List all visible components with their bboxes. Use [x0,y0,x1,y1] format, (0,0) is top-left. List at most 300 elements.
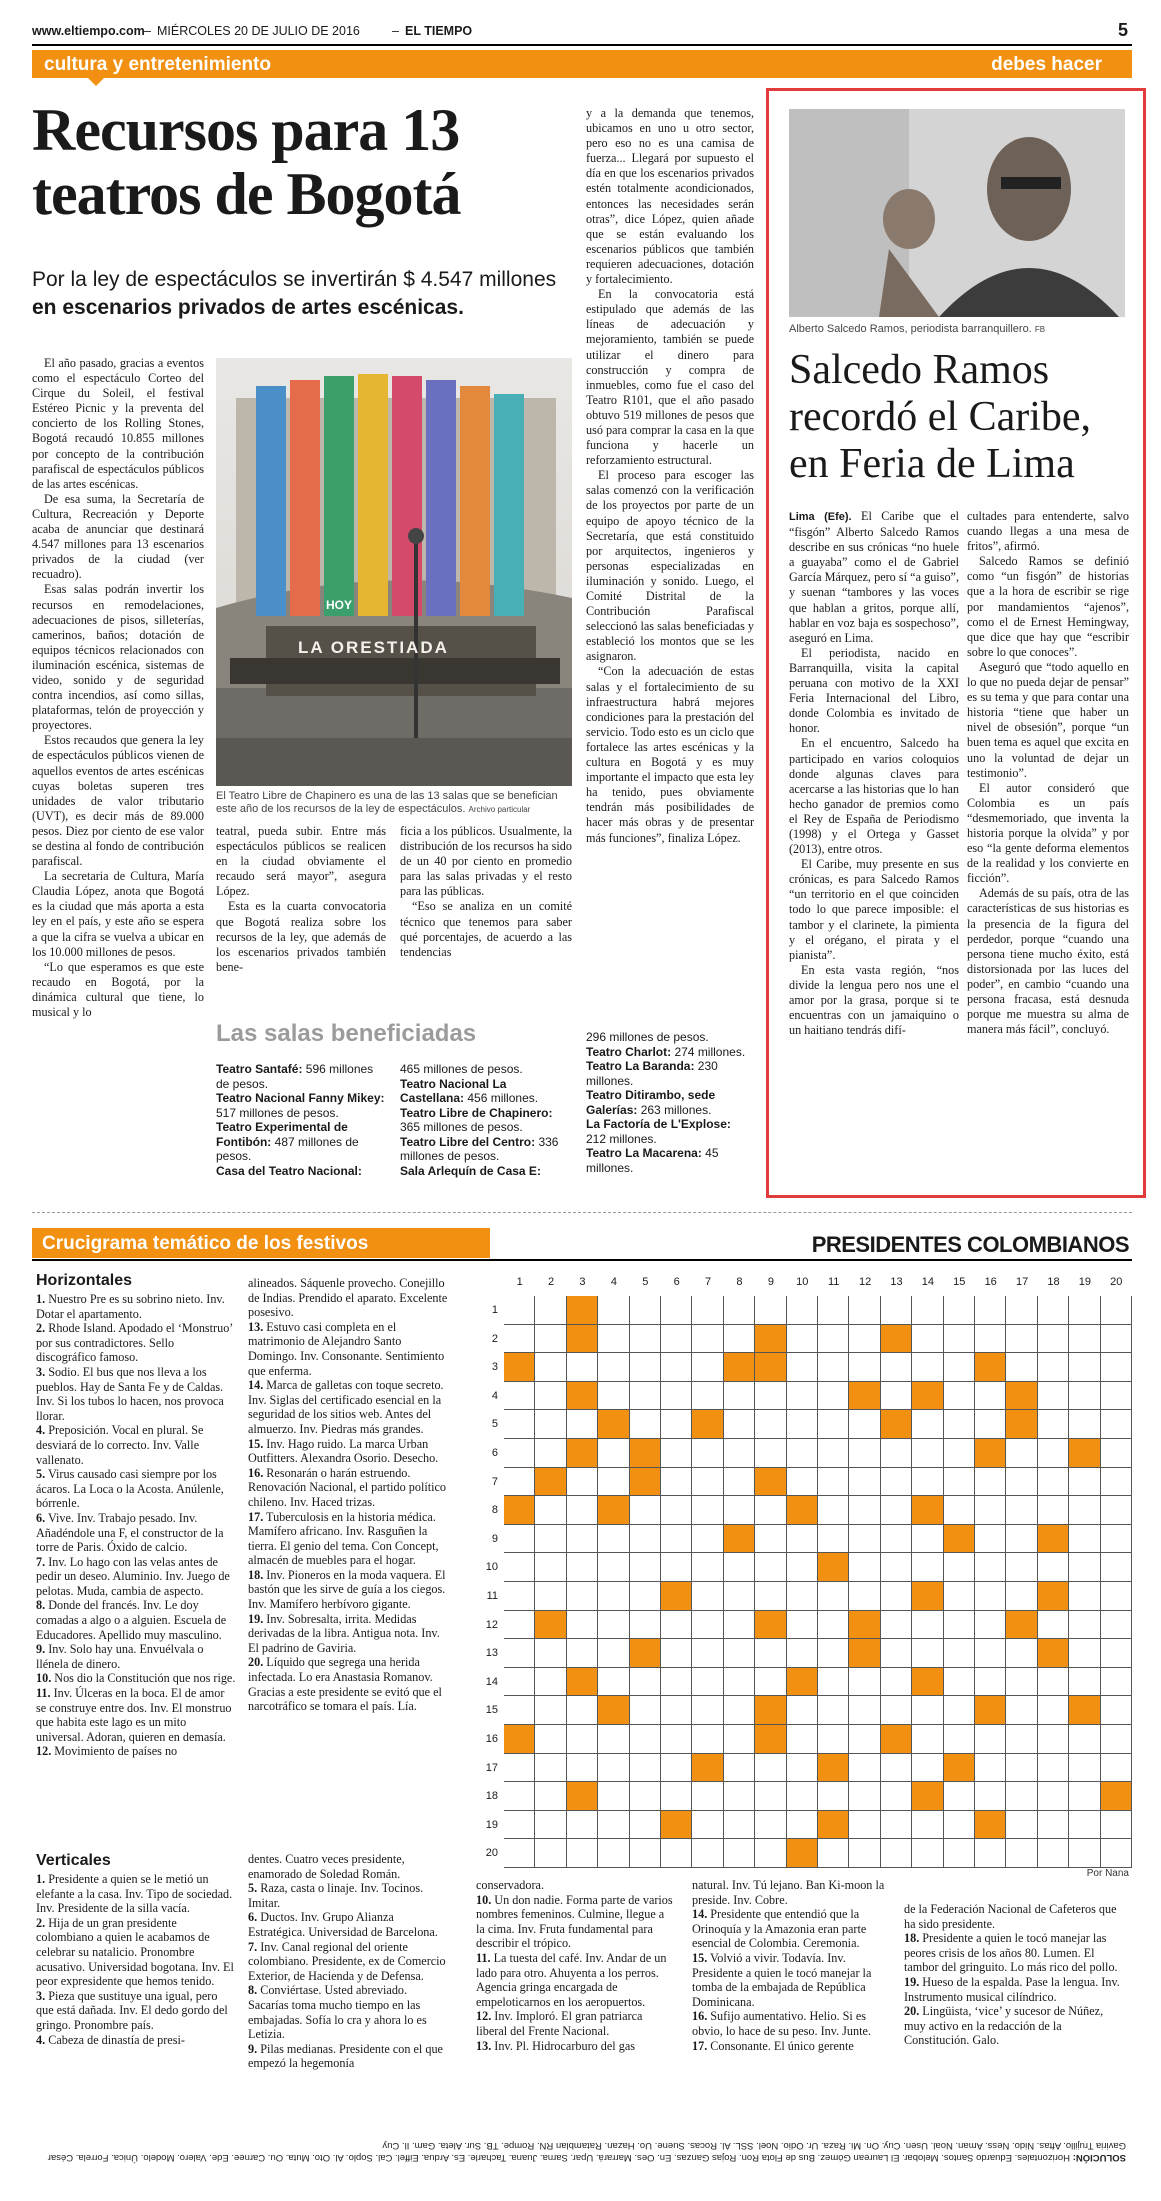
grid-cell[interactable] [975,1496,1006,1525]
grid-cell[interactable] [598,1839,629,1868]
grid-cell[interactable] [881,1525,912,1554]
grid-cell[interactable] [975,1382,1006,1411]
grid-cell[interactable] [724,1496,755,1525]
grid-cell[interactable] [787,1525,818,1554]
grid-cell[interactable] [1038,1839,1069,1868]
grid-cell[interactable] [1101,1611,1132,1640]
grid-cell[interactable] [1069,1668,1100,1697]
grid-cell[interactable] [787,1754,818,1783]
grid-cell[interactable] [1006,1839,1037,1868]
grid-cell[interactable] [692,1582,723,1611]
grid-cell[interactable] [630,1611,661,1640]
grid-cell[interactable] [1101,1353,1132,1382]
grid-cell[interactable] [535,1782,566,1811]
grid-cell[interactable] [661,1839,692,1868]
grid-cell[interactable] [661,1496,692,1525]
grid-cell[interactable] [724,1611,755,1640]
grid-cell[interactable] [724,1639,755,1668]
grid-cell[interactable] [1006,1468,1037,1497]
grid-cell[interactable] [881,1782,912,1811]
grid-cell[interactable] [630,1382,661,1411]
grid-cell[interactable] [692,1668,723,1697]
grid-cell[interactable] [724,1382,755,1411]
grid-cell[interactable] [535,1582,566,1611]
grid-cell[interactable] [787,1639,818,1668]
grid-cell[interactable] [881,1696,912,1725]
grid-cell[interactable] [849,1668,880,1697]
grid-cell[interactable] [598,1668,629,1697]
grid-cell[interactable] [535,1811,566,1840]
grid-cell[interactable] [818,1382,849,1411]
grid-cell[interactable] [1069,1782,1100,1811]
grid-cell[interactable] [787,1410,818,1439]
grid-cell[interactable] [755,1296,786,1325]
grid-cell[interactable] [567,1725,598,1754]
grid-cell[interactable] [1069,1639,1100,1668]
grid-cell[interactable] [504,1525,535,1554]
grid-cell[interactable] [724,1468,755,1497]
grid-cell[interactable] [787,1382,818,1411]
grid-cell[interactable] [787,1468,818,1497]
grid-cell[interactable] [787,1782,818,1811]
grid-cell[interactable] [661,1782,692,1811]
grid-cell[interactable] [630,1782,661,1811]
grid-cell[interactable] [567,1754,598,1783]
grid-cell[interactable] [1038,1410,1069,1439]
grid-cell[interactable] [661,1410,692,1439]
grid-cell[interactable] [944,1582,975,1611]
grid-cell[interactable] [598,1525,629,1554]
grid-cell[interactable] [661,1639,692,1668]
grid-cell[interactable] [504,1582,535,1611]
grid-cell[interactable] [1006,1639,1037,1668]
grid-cell[interactable] [504,1696,535,1725]
grid-cell[interactable] [504,1754,535,1783]
grid-cell[interactable] [881,1611,912,1640]
grid-cell[interactable] [630,1811,661,1840]
grid-cell[interactable] [881,1754,912,1783]
grid-cell[interactable] [849,1582,880,1611]
grid-cell[interactable] [944,1325,975,1354]
grid-cell[interactable] [724,1782,755,1811]
grid-cell[interactable] [1069,1553,1100,1582]
grid-cell[interactable] [849,1696,880,1725]
grid-cell[interactable] [724,1325,755,1354]
grid-cell[interactable] [881,1439,912,1468]
grid-cell[interactable] [630,1839,661,1868]
grid-cell[interactable] [504,1839,535,1868]
grid-cell[interactable] [724,1553,755,1582]
grid-cell[interactable] [535,1325,566,1354]
grid-cell[interactable] [912,1839,943,1868]
grid-cell[interactable] [630,1696,661,1725]
grid-cell[interactable] [1101,1410,1132,1439]
grid-cell[interactable] [1038,1811,1069,1840]
grid-cell[interactable] [692,1725,723,1754]
grid-cell[interactable] [818,1639,849,1668]
grid-cell[interactable] [535,1639,566,1668]
grid-cell[interactable] [1101,1296,1132,1325]
grid-cell[interactable] [1006,1525,1037,1554]
grid-cell[interactable] [598,1754,629,1783]
grid-cell[interactable] [849,1468,880,1497]
grid-cell[interactable] [944,1468,975,1497]
grid-cell[interactable] [944,1353,975,1382]
grid-cell[interactable] [567,1611,598,1640]
grid-cell[interactable] [692,1639,723,1668]
grid-cell[interactable] [661,1296,692,1325]
grid-cell[interactable] [692,1439,723,1468]
grid-cell[interactable] [630,1668,661,1697]
grid-cell[interactable] [1069,1754,1100,1783]
grid-cell[interactable] [818,1582,849,1611]
grid-cell[interactable] [944,1496,975,1525]
grid-cell[interactable] [1069,1811,1100,1840]
grid-cell[interactable] [755,1639,786,1668]
grid-cell[interactable] [912,1811,943,1840]
grid-cell[interactable] [724,1696,755,1725]
grid-cell[interactable] [912,1611,943,1640]
grid-cell[interactable] [1038,1325,1069,1354]
grid-cell[interactable] [504,1668,535,1697]
grid-cell[interactable] [535,1382,566,1411]
grid-cell[interactable] [1069,1496,1100,1525]
grid-cell[interactable] [630,1353,661,1382]
grid-cell[interactable] [944,1668,975,1697]
grid-cell[interactable] [1101,1811,1132,1840]
grid-cell[interactable] [912,1439,943,1468]
grid-cell[interactable] [1101,1382,1132,1411]
grid-cell[interactable] [1038,1696,1069,1725]
grid-cell[interactable] [1101,1439,1132,1468]
grid-cell[interactable] [630,1582,661,1611]
grid-cell[interactable] [661,1696,692,1725]
grid-cell[interactable] [692,1382,723,1411]
grid-cell[interactable] [755,1382,786,1411]
grid-cell[interactable] [849,1325,880,1354]
grid-cell[interactable] [944,1439,975,1468]
grid-cell[interactable] [630,1410,661,1439]
grid-cell[interactable] [535,1754,566,1783]
grid-cell[interactable] [630,1754,661,1783]
grid-cell[interactable] [1101,1639,1132,1668]
grid-cell[interactable] [598,1782,629,1811]
grid-cell[interactable] [818,1839,849,1868]
grid-cell[interactable] [692,1496,723,1525]
grid-cell[interactable] [818,1611,849,1640]
grid-cell[interactable] [504,1439,535,1468]
grid-cell[interactable] [692,1553,723,1582]
grid-cell[interactable] [1038,1782,1069,1811]
grid-cell[interactable] [818,1696,849,1725]
grid-cell[interactable] [630,1725,661,1754]
grid-cell[interactable] [912,1468,943,1497]
grid-cell[interactable] [1101,1325,1132,1354]
grid-cell[interactable] [504,1468,535,1497]
grid-cell[interactable] [1101,1696,1132,1725]
grid-cell[interactable] [661,1553,692,1582]
grid-cell[interactable] [567,1468,598,1497]
grid-cell[interactable] [755,1582,786,1611]
grid-cell[interactable] [881,1382,912,1411]
grid-cell[interactable] [567,1582,598,1611]
grid-cell[interactable] [598,1725,629,1754]
grid-cell[interactable] [504,1611,535,1640]
grid-cell[interactable] [755,1525,786,1554]
grid-cell[interactable] [912,1525,943,1554]
grid-cell[interactable] [849,1353,880,1382]
grid-cell[interactable] [1006,1353,1037,1382]
grid-cell[interactable] [661,1754,692,1783]
grid-cell[interactable] [1006,1553,1037,1582]
grid-cell[interactable] [975,1553,1006,1582]
grid-cell[interactable] [755,1553,786,1582]
grid-cell[interactable] [1038,1553,1069,1582]
grid-cell[interactable] [755,1839,786,1868]
grid-cell[interactable] [535,1696,566,1725]
grid-cell[interactable] [1069,1611,1100,1640]
grid-cell[interactable] [1069,1468,1100,1497]
grid-cell[interactable] [692,1353,723,1382]
grid-cell[interactable] [1069,1582,1100,1611]
grid-cell[interactable] [912,1553,943,1582]
grid-cell[interactable] [912,1325,943,1354]
grid-cell[interactable] [1069,1325,1100,1354]
grid-cell[interactable] [535,1525,566,1554]
grid-cell[interactable] [787,1296,818,1325]
grid-cell[interactable] [504,1296,535,1325]
grid-cell[interactable] [1101,1582,1132,1611]
grid-cell[interactable] [818,1668,849,1697]
grid-cell[interactable] [912,1754,943,1783]
grid-cell[interactable] [1101,1468,1132,1497]
grid-cell[interactable] [881,1468,912,1497]
grid-cell[interactable] [975,1325,1006,1354]
grid-cell[interactable] [724,1811,755,1840]
grid-cell[interactable] [661,1725,692,1754]
grid-cell[interactable] [661,1439,692,1468]
grid-cell[interactable] [787,1353,818,1382]
grid-cell[interactable] [787,1611,818,1640]
grid-cell[interactable] [661,1611,692,1640]
grid-cell[interactable] [692,1525,723,1554]
grid-cell[interactable] [1038,1439,1069,1468]
grid-cell[interactable] [787,1553,818,1582]
grid-cell[interactable] [975,1639,1006,1668]
grid-cell[interactable] [630,1496,661,1525]
grid-cell[interactable] [535,1839,566,1868]
grid-cell[interactable] [787,1582,818,1611]
grid-cell[interactable] [944,1782,975,1811]
grid-cell[interactable] [849,1496,880,1525]
grid-cell[interactable] [724,1296,755,1325]
grid-cell[interactable] [944,1725,975,1754]
grid-cell[interactable] [598,1468,629,1497]
grid-cell[interactable] [1006,1696,1037,1725]
grid-cell[interactable] [755,1410,786,1439]
grid-cell[interactable] [1101,1553,1132,1582]
grid-cell[interactable] [1038,1725,1069,1754]
grid-cell[interactable] [535,1553,566,1582]
grid-cell[interactable] [504,1639,535,1668]
grid-cell[interactable] [818,1725,849,1754]
grid-cell[interactable] [849,1439,880,1468]
grid-cell[interactable] [881,1639,912,1668]
grid-cell[interactable] [661,1668,692,1697]
grid-cell[interactable] [535,1668,566,1697]
grid-cell[interactable] [661,1382,692,1411]
grid-cell[interactable] [692,1468,723,1497]
grid-cell[interactable] [504,1325,535,1354]
grid-cell[interactable] [975,1582,1006,1611]
grid-cell[interactable] [912,1410,943,1439]
grid-cell[interactable] [787,1725,818,1754]
grid-cell[interactable] [598,1382,629,1411]
grid-cell[interactable] [724,1839,755,1868]
grid-cell[interactable] [912,1296,943,1325]
grid-cell[interactable] [975,1410,1006,1439]
grid-cell[interactable] [755,1811,786,1840]
grid-cell[interactable] [1069,1839,1100,1868]
grid-cell[interactable] [504,1410,535,1439]
grid-cell[interactable] [1006,1754,1037,1783]
grid-cell[interactable] [881,1296,912,1325]
grid-cell[interactable] [1069,1296,1100,1325]
grid-cell[interactable] [567,1410,598,1439]
grid-cell[interactable] [692,1325,723,1354]
grid-cell[interactable] [818,1353,849,1382]
grid-cell[interactable] [724,1439,755,1468]
grid-cell[interactable] [912,1696,943,1725]
grid-cell[interactable] [1006,1668,1037,1697]
grid-cell[interactable] [881,1582,912,1611]
grid-cell[interactable] [1038,1496,1069,1525]
grid-cell[interactable] [755,1496,786,1525]
grid-cell[interactable] [818,1410,849,1439]
grid-cell[interactable] [755,1782,786,1811]
grid-cell[interactable] [504,1811,535,1840]
grid-cell[interactable] [881,1839,912,1868]
grid-cell[interactable] [787,1811,818,1840]
grid-cell[interactable] [818,1525,849,1554]
grid-cell[interactable] [944,1811,975,1840]
grid-cell[interactable] [567,1696,598,1725]
grid-cell[interactable] [724,1410,755,1439]
grid-cell[interactable] [630,1553,661,1582]
grid-cell[interactable] [1101,1725,1132,1754]
grid-cell[interactable] [881,1353,912,1382]
grid-cell[interactable] [1101,1668,1132,1697]
grid-cell[interactable] [818,1296,849,1325]
grid-cell[interactable] [724,1668,755,1697]
grid-cell[interactable] [535,1725,566,1754]
grid-cell[interactable] [881,1553,912,1582]
grid-cell[interactable] [944,1382,975,1411]
grid-cell[interactable] [1006,1582,1037,1611]
site-url[interactable]: www.eltiempo.com [32,24,145,38]
grid-cell[interactable] [944,1410,975,1439]
grid-cell[interactable] [1006,1325,1037,1354]
grid-cell[interactable] [975,1839,1006,1868]
grid-cell[interactable] [661,1353,692,1382]
grid-cell[interactable] [849,1410,880,1439]
grid-cell[interactable] [818,1439,849,1468]
grid-cell[interactable] [661,1325,692,1354]
grid-cell[interactable] [849,1839,880,1868]
grid-cell[interactable] [1006,1782,1037,1811]
grid-cell[interactable] [598,1296,629,1325]
grid-cell[interactable] [598,1811,629,1840]
grid-cell[interactable] [724,1725,755,1754]
grid-cell[interactable] [567,1525,598,1554]
grid-cell[interactable] [598,1611,629,1640]
grid-cell[interactable] [787,1696,818,1725]
grid-cell[interactable] [724,1754,755,1783]
grid-cell[interactable] [535,1353,566,1382]
grid-cell[interactable] [598,1439,629,1468]
grid-cell[interactable] [567,1839,598,1868]
grid-cell[interactable] [1101,1754,1132,1783]
grid-cell[interactable] [1038,1754,1069,1783]
grid-cell[interactable] [818,1468,849,1497]
grid-cell[interactable] [755,1668,786,1697]
grid-cell[interactable] [1006,1811,1037,1840]
grid-cell[interactable] [1038,1668,1069,1697]
grid-cell[interactable] [567,1639,598,1668]
grid-cell[interactable] [1038,1382,1069,1411]
grid-cell[interactable] [1038,1296,1069,1325]
grid-cell[interactable] [1101,1496,1132,1525]
grid-cell[interactable] [692,1296,723,1325]
grid-cell[interactable] [1069,1410,1100,1439]
grid-cell[interactable] [598,1553,629,1582]
grid-cell[interactable] [912,1725,943,1754]
grid-cell[interactable] [912,1639,943,1668]
grid-cell[interactable] [1038,1611,1069,1640]
grid-cell[interactable] [944,1296,975,1325]
grid-cell[interactable] [787,1325,818,1354]
grid-cell[interactable] [1038,1468,1069,1497]
grid-cell[interactable] [692,1782,723,1811]
grid-cell[interactable] [975,1525,1006,1554]
grid-cell[interactable] [598,1639,629,1668]
grid-cell[interactable] [944,1839,975,1868]
grid-cell[interactable] [535,1439,566,1468]
grid-cell[interactable] [849,1782,880,1811]
grid-cell[interactable] [535,1410,566,1439]
grid-cell[interactable] [692,1611,723,1640]
grid-cell[interactable] [535,1496,566,1525]
grid-cell[interactable] [661,1468,692,1497]
grid-cell[interactable] [504,1553,535,1582]
grid-cell[interactable] [849,1811,880,1840]
grid-cell[interactable] [881,1496,912,1525]
grid-cell[interactable] [1101,1839,1132,1868]
grid-cell[interactable] [692,1696,723,1725]
grid-cell[interactable] [849,1296,880,1325]
grid-cell[interactable] [1006,1725,1037,1754]
grid-cell[interactable] [1006,1296,1037,1325]
grid-cell[interactable] [975,1611,1006,1640]
grid-cell[interactable] [1006,1439,1037,1468]
grid-cell[interactable] [849,1754,880,1783]
grid-cell[interactable] [1038,1353,1069,1382]
grid-cell[interactable] [692,1839,723,1868]
grid-cell[interactable] [567,1496,598,1525]
grid-cell[interactable] [1069,1725,1100,1754]
grid-cell[interactable] [881,1668,912,1697]
grid-cell[interactable] [1006,1496,1037,1525]
